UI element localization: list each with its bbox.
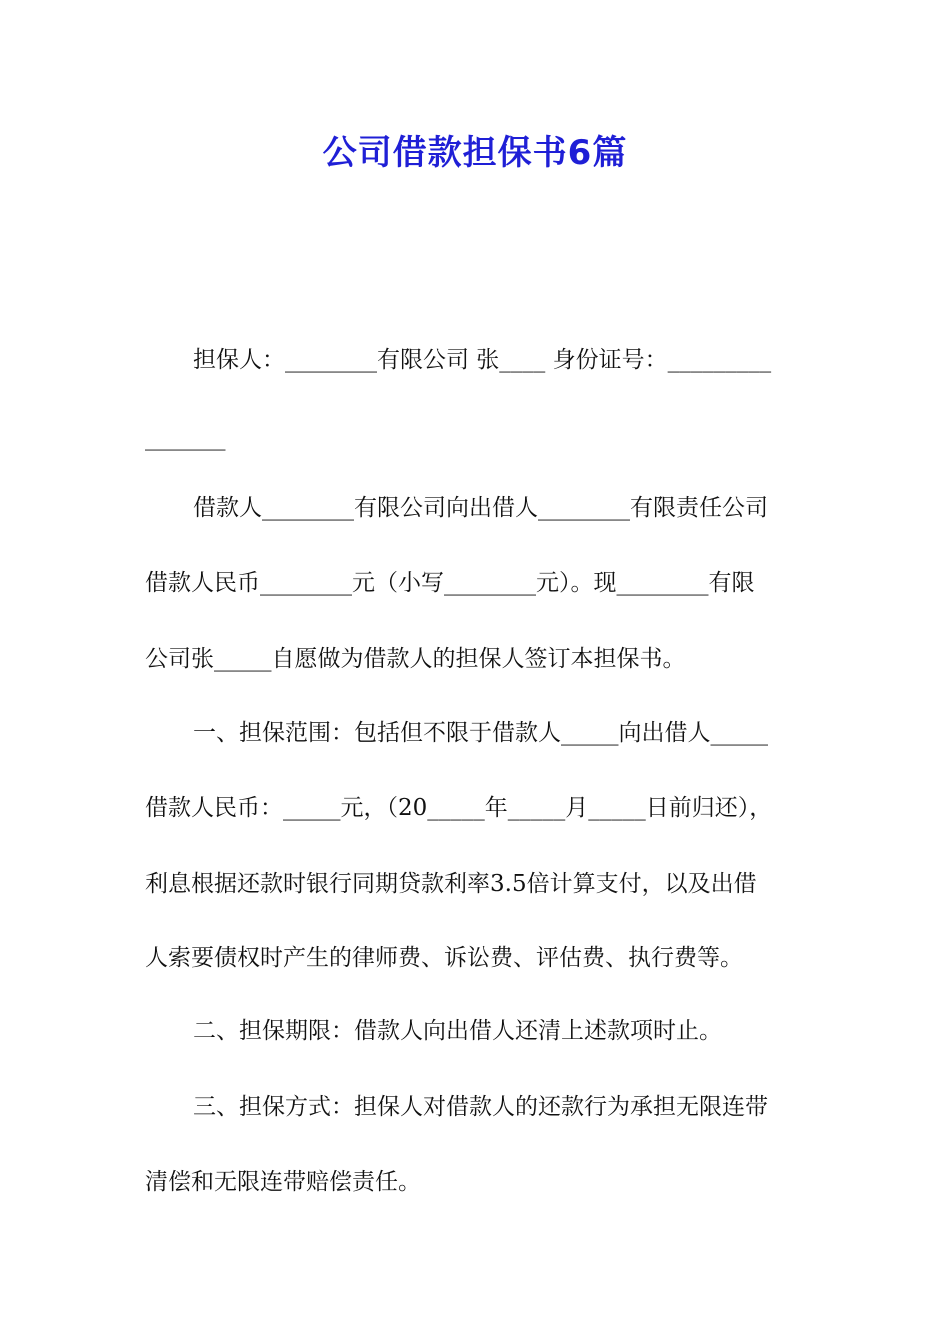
loan-amount-line: 借款人民币________元（小写________元）。现________有限 xyxy=(145,570,755,596)
id-number-continuation: _______ xyxy=(145,425,226,451)
guarantor-agreement-line: 公司张_____自愿做为借款人的担保人签订本担保书。 xyxy=(145,646,686,672)
document-title: 公司借款担保书6篇 xyxy=(322,133,628,173)
clause-one-fees: 人索要债权时产生的律师费、诉讼费、评估费、执行费等。 xyxy=(145,945,743,971)
guarantor-line: 担保人：________有限公司 张____ 身份证号：_________ xyxy=(193,347,772,373)
borrower-line: 借款人________有限公司向出借人________有限责任公司 xyxy=(193,495,768,521)
clause-three-method: 三、担保方式：担保人对借款人的还款行为承担无限连带 xyxy=(193,1094,768,1120)
clause-one-amount: 借款人民币：_____元，（20_____年_____月_____日前归还）， xyxy=(145,795,773,821)
clause-one-scope: 一、担保范围：包括但不限于借款人_____向出借人_____ xyxy=(193,720,768,746)
clause-three-liability: 清偿和无限连带赔偿责任。 xyxy=(145,1169,421,1195)
clause-one-interest: 利息根据还款时银行同期贷款利率3.5倍计算支付，以及出借 xyxy=(145,871,757,897)
clause-two-term: 二、担保期限：借款人向出借人还清上述款项时止。 xyxy=(193,1018,722,1044)
